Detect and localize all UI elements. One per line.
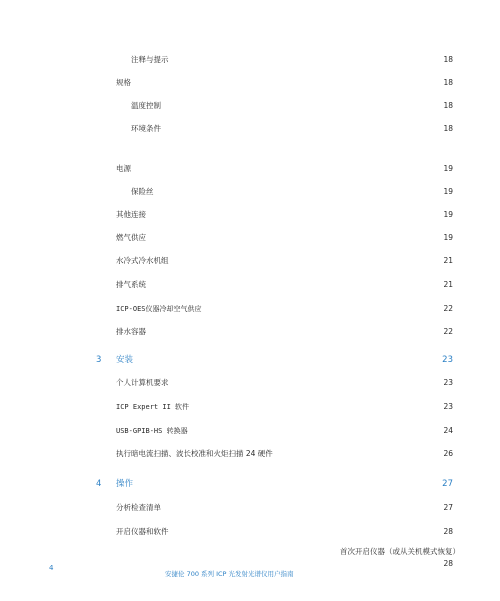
footer-page-number: 4 bbox=[49, 564, 54, 572]
toc-entry-page: 23 bbox=[443, 378, 453, 387]
chapter-title: 操作 bbox=[116, 479, 134, 489]
toc-entry-label: 排水容器 bbox=[116, 327, 146, 336]
chapter-title: 安装 bbox=[116, 355, 134, 365]
toc-entry-page: 27 bbox=[443, 503, 453, 512]
toc-entry-page: 18 bbox=[443, 101, 453, 110]
toc-entry-page: 27 bbox=[442, 479, 453, 489]
toc-entry-page: 19 bbox=[443, 187, 453, 196]
toc-entry-page: 28 bbox=[443, 527, 453, 536]
chapter-number: 4 bbox=[96, 479, 102, 489]
toc-entry-label: 电源 bbox=[116, 164, 131, 173]
toc-entry-label: 保险丝 bbox=[131, 187, 154, 196]
toc-entry-label: 分析检查清单 bbox=[116, 503, 161, 512]
toc-entry-label: ICP-OES仪器冷却空气供应 bbox=[116, 305, 202, 313]
toc-entry-page: 23 bbox=[443, 402, 453, 411]
toc-entry-page: 18 bbox=[443, 55, 453, 64]
toc-entry-label[interactable]: 首次开启仪器（或从关机模式恢复） bbox=[340, 547, 460, 556]
footer-title: 安捷伦 700 系列 ICP 光发射光谱仪用户指南 bbox=[165, 570, 294, 578]
chapter-number: 3 bbox=[96, 355, 102, 365]
toc-entry-page: 19 bbox=[443, 210, 453, 219]
toc-entry-page: 21 bbox=[443, 256, 453, 265]
toc-entry-label: 排气系统 bbox=[116, 280, 146, 289]
toc-entry-page: 18 bbox=[443, 78, 453, 87]
toc-entry-page: 28 bbox=[443, 559, 453, 568]
toc-entry-page: 19 bbox=[443, 233, 453, 242]
toc-entry-label: 温度控制 bbox=[131, 101, 161, 110]
toc-entry-page: 22 bbox=[443, 304, 453, 313]
toc-entry-label: 注释与提示 bbox=[131, 55, 169, 64]
toc-entry-label: 个人计算机要求 bbox=[116, 378, 169, 387]
toc-entry-label: ICP Expert II 软件 bbox=[116, 403, 190, 411]
toc-entry-label: USB-GPIB-HS 转换器 bbox=[116, 427, 188, 435]
toc-entry-label: 开启仪器和软件 bbox=[116, 527, 169, 536]
toc-entry-page: 24 bbox=[443, 426, 453, 435]
toc-entry-page: 18 bbox=[443, 124, 453, 133]
toc-entry-page: 22 bbox=[443, 327, 453, 336]
toc-entry-label: 燃气供应 bbox=[116, 233, 146, 242]
toc-entry-label: 执行暗电流扫描、波长校准和火炬扫描 24 硬件 bbox=[116, 449, 273, 458]
toc-entry-page: 23 bbox=[442, 355, 453, 365]
toc-entry-label: 水冷式冷水机组 bbox=[116, 256, 169, 265]
toc-entry-label: 规格 bbox=[116, 78, 131, 87]
toc-entry-label: 其他连接 bbox=[116, 210, 146, 219]
toc-entry-page: 26 bbox=[443, 449, 453, 458]
toc-entry-label: 环境条件 bbox=[131, 124, 161, 133]
toc-entry-page: 21 bbox=[443, 280, 453, 289]
toc-entry-page: 19 bbox=[443, 164, 453, 173]
